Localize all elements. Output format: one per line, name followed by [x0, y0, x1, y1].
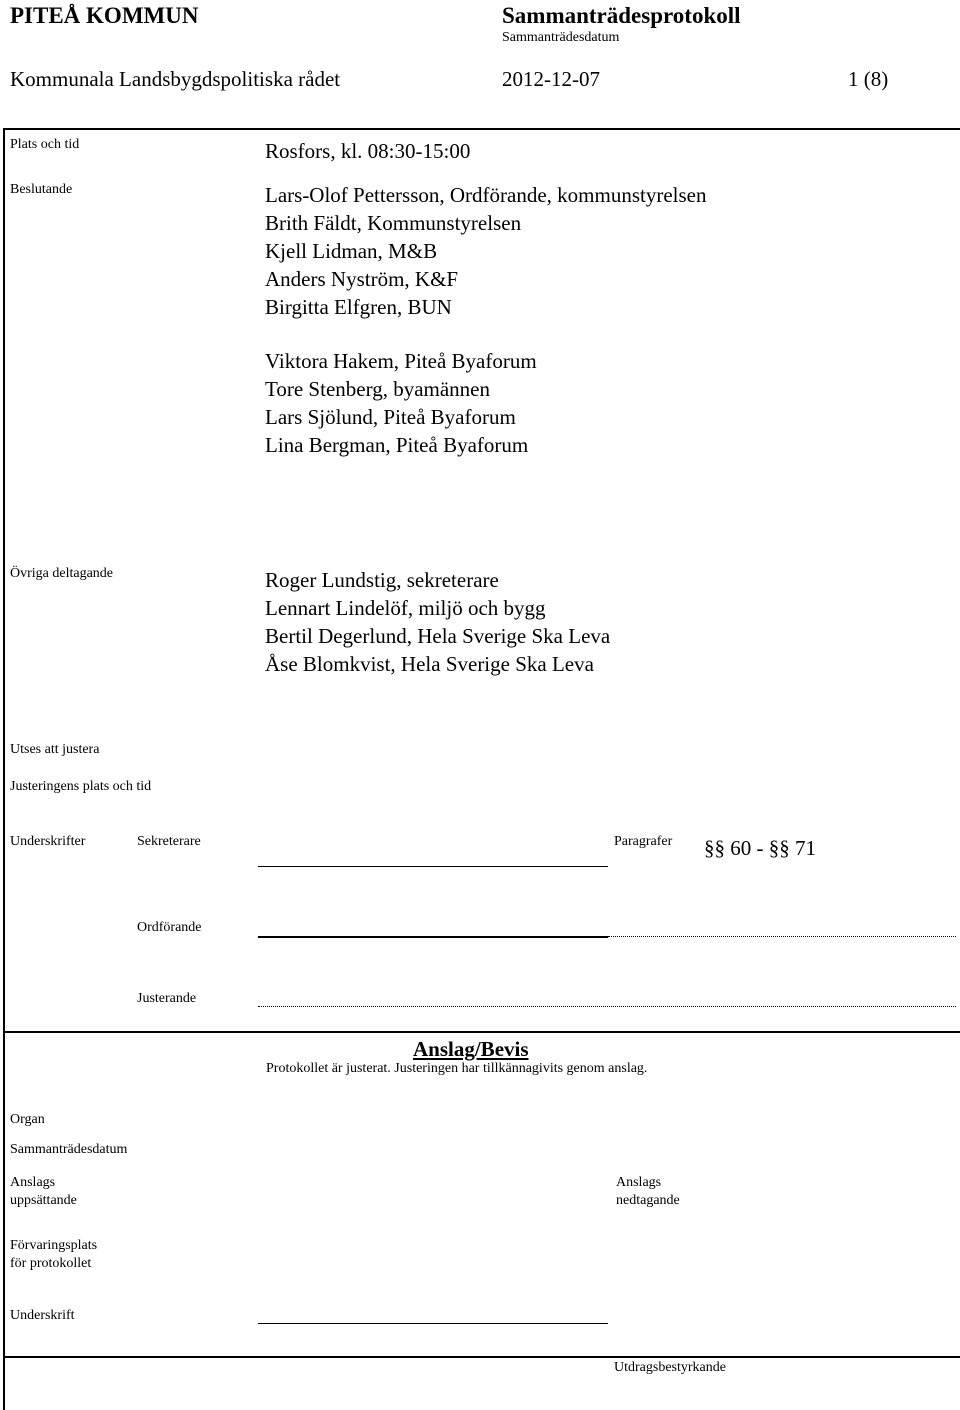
notice-signature-line — [258, 1323, 608, 1324]
removed-label — [616, 1174, 680, 1210]
bottom-divider — [3, 1356, 960, 1358]
notice-title: Anslag/Bevis — [413, 1037, 529, 1061]
place-label: Plats och tid — [10, 137, 80, 152]
secretary-label: Sekreterare — [137, 834, 201, 849]
paragraphs-value: §§ 60 - §§ 71 — [704, 836, 816, 860]
storage-label — [10, 1237, 97, 1273]
member-line: Lars-Olof Pettersson, Ordförande, kommunstyrelsen — [265, 183, 707, 207]
chair-signature-line — [258, 936, 608, 938]
body-name: Kommunala Landsbygdspolitiska rådet — [10, 67, 341, 91]
decision-members-2 — [265, 347, 537, 459]
doc-type: Sammanträdesprotokoll — [502, 3, 741, 28]
secretary-signature-line — [258, 866, 608, 867]
storage-label-line: Förvaringsplats — [10, 1238, 98, 1253]
top-divider — [3, 128, 960, 130]
member-line: Anders Nyström, K&F — [265, 267, 459, 291]
adjuster-dotted-line — [258, 1006, 956, 1007]
posted-label-line: Anslags — [10, 1175, 56, 1190]
posted-label-line: uppsättande — [10, 1193, 77, 1208]
left-border — [3, 128, 5, 1410]
participant-line: Bertil Degerlund, Hela Sverige Ska Leva — [265, 624, 611, 648]
others-label: Övriga deltagande — [10, 566, 114, 581]
removed-label-line: nedtagande — [616, 1193, 680, 1208]
org-name: PITEÅ KOMMUN — [10, 3, 199, 28]
place-value: Rosfors, kl. 08:30-15:00 — [265, 139, 471, 163]
doc-subtitle: Sammanträdesdatum — [502, 30, 620, 45]
decision-members — [265, 181, 706, 321]
adjust-label: Utses att justera — [10, 742, 100, 757]
participant-line: Lennart Lindelöf, miljö och bygg — [265, 596, 546, 620]
member-line: Birgitta Elfgren, BUN — [265, 295, 452, 319]
member-line: Kjell Lidman, M&B — [265, 239, 438, 263]
meeting-date: 2012-12-07 — [502, 67, 600, 91]
chair-dotted-line — [608, 936, 956, 937]
date-label: Sammanträdesdatum — [10, 1142, 128, 1157]
chair-label: Ordförande — [137, 920, 202, 935]
posted-label — [10, 1174, 77, 1210]
storage-label-line: för protokollet — [10, 1256, 92, 1271]
adjuster-label: Justerande — [137, 991, 197, 1006]
participant-line: Åse Blomkvist, Hela Sverige Ska Leva — [265, 652, 594, 676]
signatures-label: Underskrifter — [10, 834, 86, 849]
adjust-place-label: Justeringens plats och tid — [10, 779, 152, 794]
removed-label-line: Anslags — [616, 1175, 662, 1190]
notice-divider — [3, 1031, 960, 1033]
extract-label: Utdragsbestyrkande — [614, 1360, 726, 1375]
organ-label: Organ — [10, 1112, 45, 1127]
decision-label: Beslutande — [10, 182, 73, 197]
member-line: Lina Bergman, Piteå Byaforum — [265, 433, 529, 457]
member-line: Tore Stenberg, byamännen — [265, 377, 490, 401]
member-line: Viktora Hakem, Piteå Byaforum — [265, 349, 537, 373]
paragraphs-label: Paragrafer — [614, 834, 673, 849]
signature-label: Underskrift — [10, 1308, 75, 1323]
page-number: 1 (8) — [848, 67, 889, 91]
participant-line: Roger Lundstig, sekreterare — [265, 568, 499, 592]
member-line: Lars Sjölund, Piteå Byaforum — [265, 405, 516, 429]
notice-text: Protokollet är justerat. Justeringen har tillkännagivits genom anslag. — [266, 1061, 648, 1076]
member-line: Brith Fäldt, Kommunstyrelsen — [265, 211, 522, 235]
others-list — [265, 566, 610, 678]
